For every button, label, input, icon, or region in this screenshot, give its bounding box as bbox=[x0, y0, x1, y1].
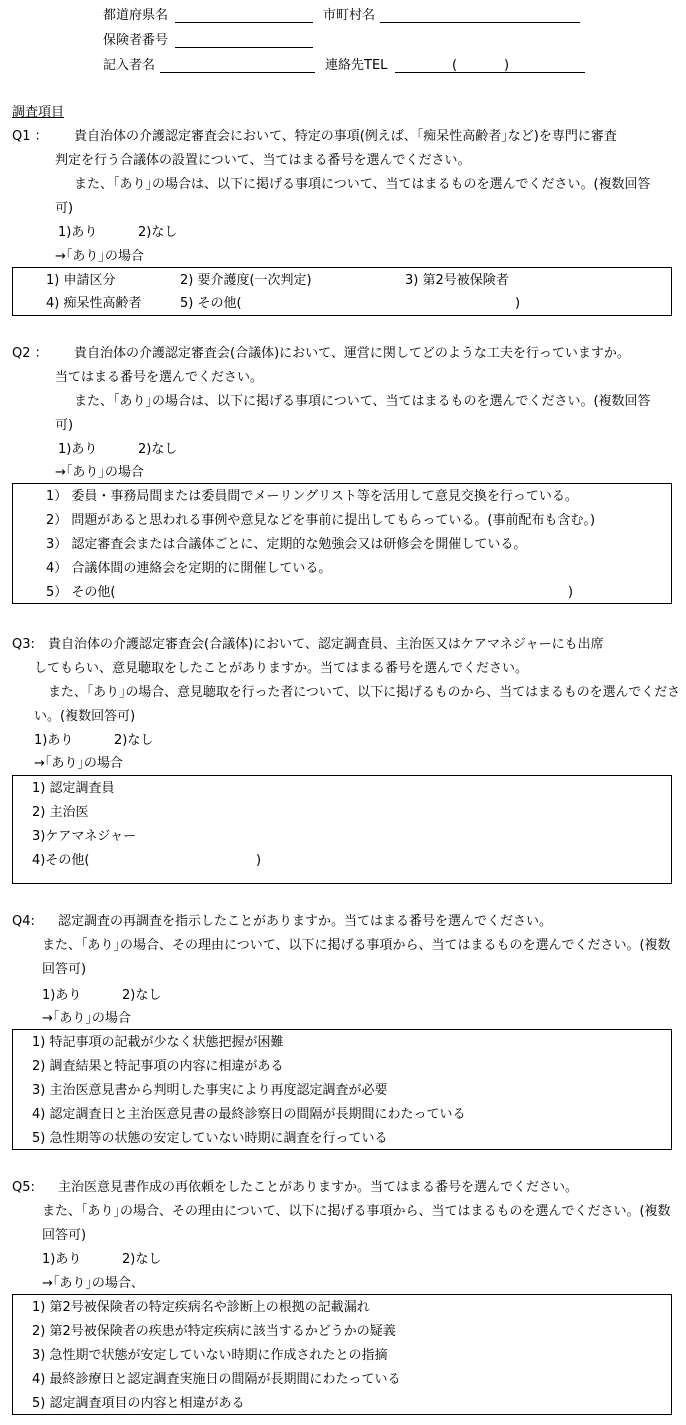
q2-answer-box bbox=[12, 483, 672, 604]
insurer-no-field[interactable] bbox=[175, 47, 313, 48]
q1-item[interactable]: 5) その他( bbox=[180, 296, 242, 311]
q1-text-line3: また、｢あり｣の場合は、以下に掲げる事項について、当てはまるものを選んでください。(複数回答 bbox=[74, 177, 651, 192]
q2-option-no[interactable]: 2)なし bbox=[138, 442, 178, 457]
q3-option-yes[interactable]: 1)あり bbox=[34, 733, 74, 748]
q3-item[interactable]: 4)その他( bbox=[32, 853, 90, 868]
q4-text-line1: 認定調査の再調査を指示したことがありますか。当てはまる番号を選んでください。 bbox=[58, 914, 553, 929]
q2-item[interactable]: 4） 合議体間の連絡会を定期的に開催している。 bbox=[46, 561, 332, 576]
prefecture-field[interactable] bbox=[175, 22, 313, 23]
writer-field[interactable] bbox=[160, 72, 315, 73]
insurer-no-label: 保険者番号 bbox=[103, 33, 169, 48]
q4-text-line2: また、｢あり｣の場合、その理由について、以下に掲げる事項から、当てはまるものを選んでください。(複数 bbox=[42, 938, 671, 953]
q5-answer-box bbox=[12, 1294, 672, 1415]
q3-item[interactable]: 2) 主治医 bbox=[32, 805, 89, 820]
q5-item[interactable]: 1) 第2号被保険者の特定疾病名や診断上の根拠の記載漏れ bbox=[32, 1300, 370, 1315]
contact-label: 連絡先TEL bbox=[325, 58, 388, 73]
q3-other-close: ) bbox=[256, 853, 262, 868]
q5-option-yes[interactable]: 1)あり bbox=[42, 1252, 82, 1267]
municipality-label: 市町村名 bbox=[323, 8, 376, 23]
q1-item[interactable]: 4) 痴呆性高齢者 bbox=[46, 296, 142, 311]
q2-item[interactable]: 5） その他( bbox=[46, 585, 116, 600]
q4-number: Q4: bbox=[12, 914, 35, 929]
tel-paren-close: ) bbox=[504, 58, 510, 73]
q1-text-line1: 貴自治体の介護認定審査会において、特定の事項(例えば、｢痴呆性高齢者｣など)を専門に審査 bbox=[74, 129, 617, 144]
q2-text-line4: 可) bbox=[55, 418, 74, 433]
q1-item[interactable]: 3) 第2号被保険者 bbox=[405, 273, 509, 288]
q1-item[interactable]: 2) 要介護度(一次判定) bbox=[180, 273, 312, 288]
q2-option-yes[interactable]: 1)あり bbox=[58, 442, 98, 457]
q3-text-line1: 貴自治体の介護認定審査会(合議体)において、認定調査員、主治医又はケアマネジャーにも出席 bbox=[48, 637, 604, 652]
q4-answer-box bbox=[12, 1029, 672, 1150]
q2-item[interactable]: 1） 委員・事務局間または委員間でメーリングリスト等を活用して意見交換を行っている。 bbox=[46, 489, 578, 504]
q1-text-line2: 判定を行う合議体の設置について、当てはまる番号を選んでください。 bbox=[55, 153, 471, 168]
q3-item[interactable]: 1) 認定調査員 bbox=[32, 781, 115, 796]
q2-other-close: ) bbox=[568, 585, 574, 600]
q2-number: Q2 ： bbox=[12, 346, 48, 361]
q1-other-close: ) bbox=[515, 296, 521, 311]
contact-tel-field[interactable] bbox=[395, 72, 585, 73]
municipality-field[interactable] bbox=[380, 22, 580, 23]
q2-if-yes-label: →｢あり｣の場合 bbox=[55, 465, 144, 480]
q2-item[interactable]: 2） 問題があると思われる事例や意見などを事前に提出してもらっている。(事前配布も含む。) bbox=[46, 513, 596, 528]
q5-item[interactable]: 2) 第2号被保険者の疾患が特定疾病に該当するかどうかの疑義 bbox=[32, 1324, 396, 1339]
q3-answer-box bbox=[12, 775, 672, 884]
prefecture-label: 都道府県名 bbox=[103, 8, 169, 23]
q3-text-line3: また、｢あり｣の場合、意見聴取を行った者について、以下に掲げるものから、当てはまるものを選んでくださ bbox=[48, 685, 681, 700]
tel-paren-open: ( bbox=[452, 58, 458, 73]
q5-item[interactable]: 5) 認定調査項目の内容と相違がある bbox=[32, 1396, 245, 1411]
q5-text-line1: 主治医意見書作成の再依頼をしたことがありますか。当てはまる番号を選んでください。 bbox=[58, 1180, 579, 1195]
q5-item[interactable]: 4) 最終診療日と認定調査実施日の間隔が長期間にわたっている bbox=[32, 1372, 401, 1387]
q3-text-line4: い。(複数回答可) bbox=[34, 709, 136, 724]
q5-number: Q5: bbox=[12, 1180, 35, 1195]
q1-if-yes-label: →｢あり｣の場合 bbox=[55, 249, 144, 264]
q5-option-no[interactable]: 2)なし bbox=[122, 1252, 162, 1267]
q3-item[interactable]: 3)ケアマネジャー bbox=[32, 829, 137, 844]
q3-option-no[interactable]: 2)なし bbox=[114, 733, 154, 748]
q3-number: Q3: bbox=[12, 637, 35, 652]
q4-if-yes-label: →｢あり｣の場合 bbox=[42, 1011, 131, 1026]
q4-item[interactable]: 1) 特記事項の記載が少なく状態把握が困難 bbox=[32, 1035, 284, 1050]
q1-number: Q1 ： bbox=[12, 129, 48, 144]
q4-item[interactable]: 2) 調査結果と特記事項の内容に相違がある bbox=[32, 1059, 284, 1074]
section-title: 調査項目 bbox=[12, 105, 65, 120]
q5-text-line2: また、｢あり｣の場合、その理由について、以下に掲げる事項から、当てはまるものを選んでください。(複数 bbox=[42, 1204, 671, 1219]
q5-text-line3: 回答可) bbox=[42, 1228, 87, 1243]
q4-option-yes[interactable]: 1)あり bbox=[42, 988, 82, 1003]
q2-text-line3: また、｢あり｣の場合は、以下に掲げる事項について、当てはまるものを選んでください。(複数回答 bbox=[74, 394, 651, 409]
q3-text-line2: してもらい、意見聴取をしたことがありますか。当てはまる番号を選んでください。 bbox=[34, 661, 529, 676]
q5-if-yes-label: →｢あり｣の場合、 bbox=[42, 1276, 144, 1291]
q4-text-line3: 回答可) bbox=[42, 962, 87, 977]
q4-option-no[interactable]: 2)なし bbox=[122, 988, 162, 1003]
q1-option-no[interactable]: 2)なし bbox=[138, 225, 178, 240]
q1-item[interactable]: 1) 申請区分 bbox=[46, 273, 116, 288]
q1-answer-box bbox=[12, 267, 672, 316]
q4-item[interactable]: 4) 認定調査日と主治医意見書の最終診察日の間隔が長期間にわたっている bbox=[32, 1107, 466, 1122]
q1-text-line4: 可) bbox=[55, 201, 74, 216]
q2-item[interactable]: 3） 認定審査会または合議体ごとに、定期的な勉強会又は研修会を開催している。 bbox=[46, 537, 527, 552]
q5-item[interactable]: 3) 急性期で状態が安定していない時期に作成されたとの指摘 bbox=[32, 1348, 388, 1363]
q2-text-line1: 貴自治体の介護認定審査会(合議体)において、運営に関してどのような工夫を行っていますか。 bbox=[74, 346, 630, 361]
q4-item[interactable]: 5) 急性期等の状態の安定していない時期に調査を行っている bbox=[32, 1131, 388, 1146]
q3-if-yes-label: →｢あり｣の場合 bbox=[34, 756, 123, 771]
q2-text-line2: 当てはまる番号を選んでください。 bbox=[55, 370, 264, 385]
q1-option-yes[interactable]: 1)あり bbox=[58, 225, 98, 240]
writer-label: 記入者名 bbox=[103, 58, 156, 73]
q4-item[interactable]: 3) 主治医意見書から判明した事実により再度認定調査が必要 bbox=[32, 1083, 388, 1098]
